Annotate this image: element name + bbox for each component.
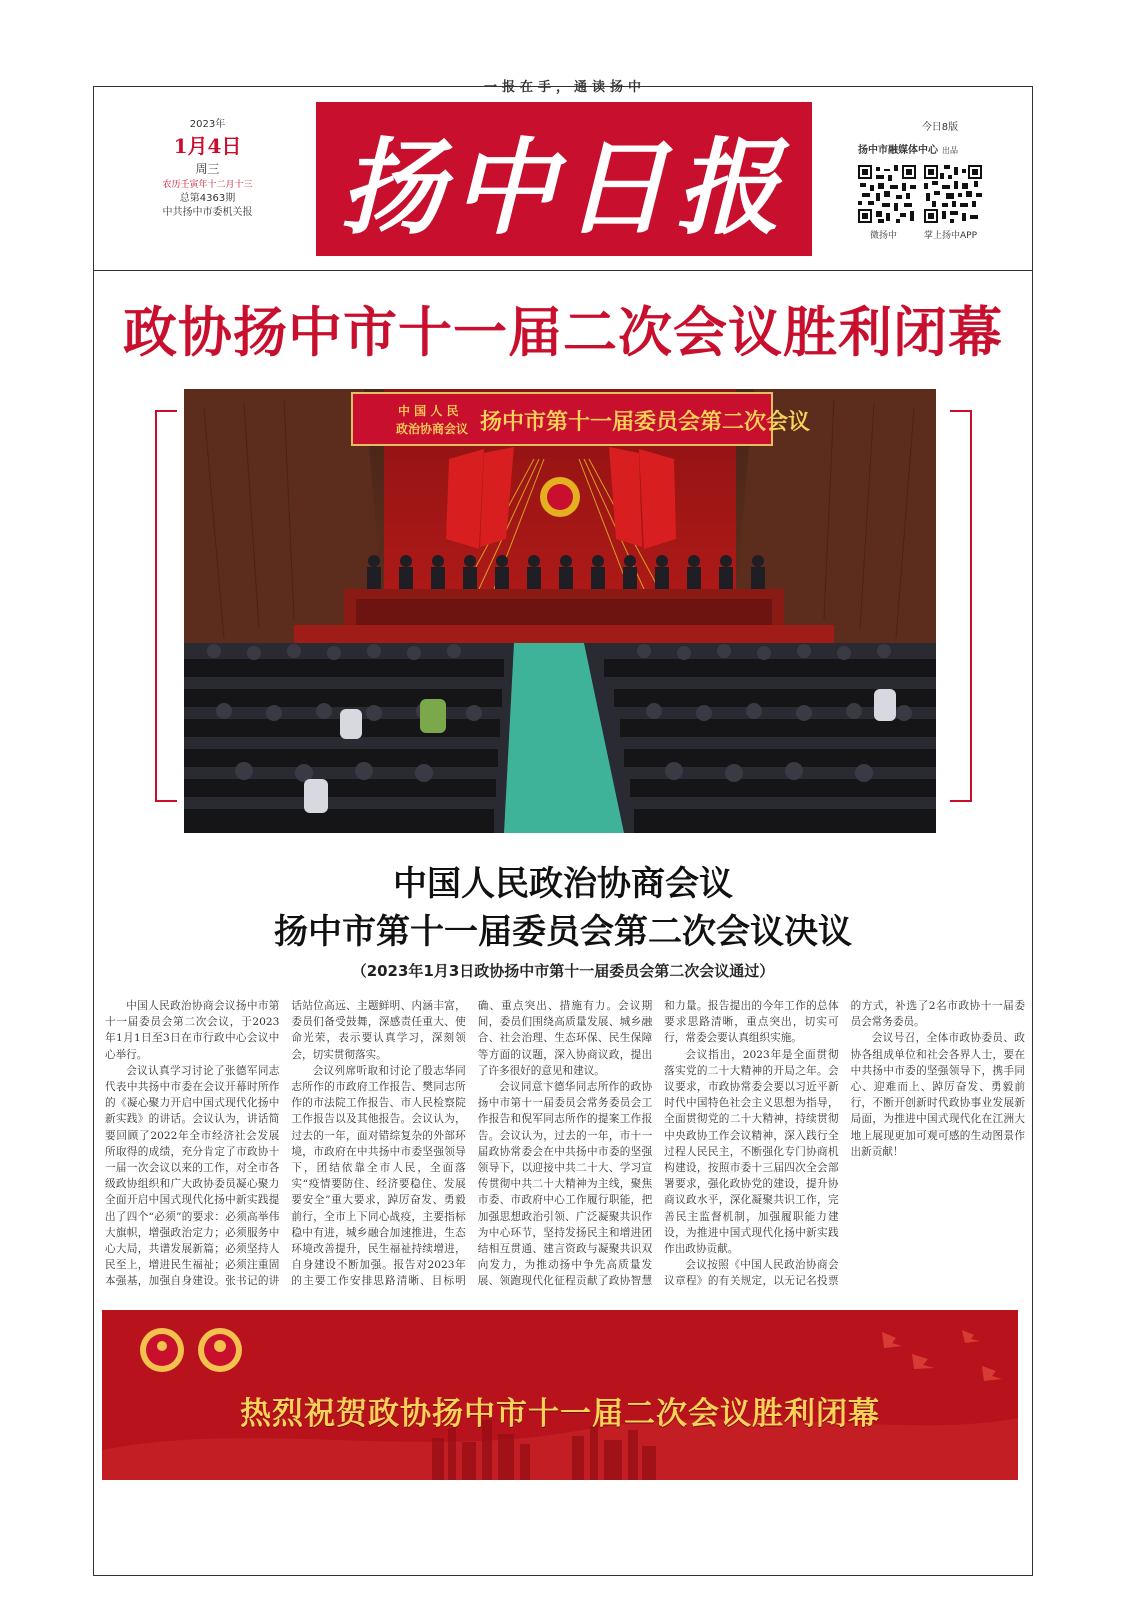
- producer-name: 扬中市融媒体中心: [858, 145, 938, 156]
- article-body: [105, 998, 1025, 1298]
- date-block: [120, 118, 295, 220]
- meeting-photo: [184, 389, 936, 833]
- masthead-rule: [93, 270, 1033, 271]
- qr-code-icon[interactable]: [924, 165, 982, 223]
- qr-code-icon[interactable]: [858, 165, 916, 223]
- weekday: 周三: [195, 162, 220, 176]
- article-paragraph: 会议列席听取和讨论了殷志华同志所作的市政府工作报告、樊同志所作的市法院工作报告、市人民检察院工作报告以及其他报告。会议认为，过去的一年，面对错综复杂的外部环境，市政府在中共扬中市委坚强领导下，团结依靠全市人民，全面落实“疫情要防住、经济要稳住、发展要安全”重大要求，踔厉奋发、勇毅前行，全市上下同心战疫，主要指标稳中有进，城乡融合加速推进，生态环境改善提升，民生福祉持续增进，自身建设不断加强。报告对2023年的主要工作安排思路清晰、目标明确、重点突出、措施有力。会议期间，委员们围绕高质量发展、城乡融合、社会治理、生态环保、民生保障等方面的议题，深入协商议政，提出了许多很好的意见和建议。: [291, 1000, 653, 1288]
- resolution-note: （2023年1月3日政协扬中市第十一届委员会第二次会议通过）: [351, 962, 775, 980]
- newspaper-logo: [316, 102, 812, 256]
- banner-text: 热烈祝贺政协扬中市十一届二次会议胜利闭幕: [240, 1396, 880, 1432]
- producer: [858, 141, 1008, 156]
- publisher-note: 中共扬中市委机关报: [162, 207, 253, 218]
- congratulation-banner: [102, 1310, 1018, 1480]
- producer-suffix: 出品: [942, 146, 958, 155]
- article-paragraph: 会议号召，全体市政协委员、政协各组成单位和社会各界人士，要在中共扬中市委的坚强领导下，携手同心、迎难而上、踔厉奋发、勇毅前行，不断开创新时代政协事业发展新局面，为推进中国式现代化在江洲大地上展现更加可观可感的生动图景作出新贡献！: [850, 1032, 1025, 1158]
- year: 2023年: [189, 119, 226, 130]
- issue-number: 总第4363期: [179, 193, 236, 204]
- article-paragraph: 中国人民政治协商会议扬中市第十一届委员会第二次会议，于2023年1月1日至3日在市行政中心会议中心举行。: [105, 1000, 280, 1061]
- photo-bracket-left: [155, 410, 177, 802]
- photo-bracket-right: [950, 410, 972, 802]
- main-headline: 政协扬中市十一届二次会议胜利闭幕: [123, 300, 1003, 364]
- masthead-slogan: 一报在手，通读扬中: [483, 80, 646, 95]
- newspaper-name: 扬中日报: [339, 126, 788, 249]
- article-paragraph: 会议按照《中国人民政治协商会议章程》的有关规定，以无记名投票的方式，补选了2名市政协十一届委员会常务委员。: [664, 1000, 1025, 1288]
- article-paragraph: 会议同意卞德华同志所作的政协扬中市第十一届委员会常务委员会工作报告和倪军同志所作的提案工作报告。会议认为，过去的一年，市十一届政协常委会在中共扬中市委的坚强领导下，以迎接中共二十大、学习宣传贯彻中共二十大精神为主线，聚焦市委、市政府中心工作履行职能，把加强思想政治引领、广泛凝聚共识作为中心环节，坚持发扬民主和增进团结相互贯通、建言资政与凝聚共识双向发力，为推动扬中争先高质量发展、领跑现代化征程贡献了政协智慧和力量。报告提出的今年工作的总体要求思路清晰，重点突出，切实可行，常委会要认真组织实施。: [477, 1000, 839, 1288]
- qr-codes: [858, 165, 988, 245]
- banner-main: 扬中市第十一届委员会第二次会议: [480, 409, 811, 435]
- issue-date: 1月4日: [173, 134, 242, 158]
- banner-line1: 中 国 人 民: [398, 404, 459, 418]
- pages-today: 今日8版: [921, 122, 959, 133]
- resolution-title-line2: 扬中市第十一届委员会第二次会议决议: [274, 912, 852, 952]
- article-paragraph: 会议认真学习讨论了张德军同志代表中共扬中市委在会议开幕时所作的《凝心聚力开启中国式现代化扬中新实践》的讲话。会议认为，讲话简要回顾了2022年全市经济社会发展所取得的成绩，充分肯定了市政协十一届一次会议以来的工作，对全市各级政协组织和广大政协委员凝心聚力全面开启中国式现代化扬中新实践提出了四个“必须”的要求：必须高举伟大旗帜，增强政治定力；必须服务中心大局，共谱发展新篇；必须坚持人民至上，增进民生福祉；必须注重固本强基，加强自身建设。张书记的讲话站位高远、主题鲜明、内涵丰富，委员们备受鼓舞，深感责任重大、使命光荣，表示要认真学习，深刻领会，切实贯彻落实。: [105, 1000, 466, 1288]
- right-info: [858, 118, 1008, 156]
- resolution-title-line1: 中国人民政治协商会议: [393, 864, 733, 904]
- banner-line2: 政治协商会议: [396, 422, 469, 436]
- lunar-date: 农历壬寅年十二月十三: [162, 180, 253, 190]
- qr-label-app: 掌上扬中APP: [924, 231, 978, 241]
- qr-label-weiyangzhong: 微扬中: [870, 231, 898, 241]
- meeting-hall-illustration: [184, 389, 936, 833]
- article-paragraph: 会议指出，2023年是全面贯彻落实党的二十大精神的开局之年。会议要求，市政协常委会要以习近平新时代中国特色社会主义思想为指导，全面贯彻党的二十大精神，持续贯彻中央政协工作会议精神，深入践行全过程人民民主，不断强化专门协商机构建设，按照市委十三届四次全会部署要求，强化政协党的建设，提升协商议政水平，深化凝聚共识工作，完善民主监督机制，加强履职能力建设，为推进中国式现代化扬中新实践作出政协贡献。: [664, 1048, 839, 1256]
